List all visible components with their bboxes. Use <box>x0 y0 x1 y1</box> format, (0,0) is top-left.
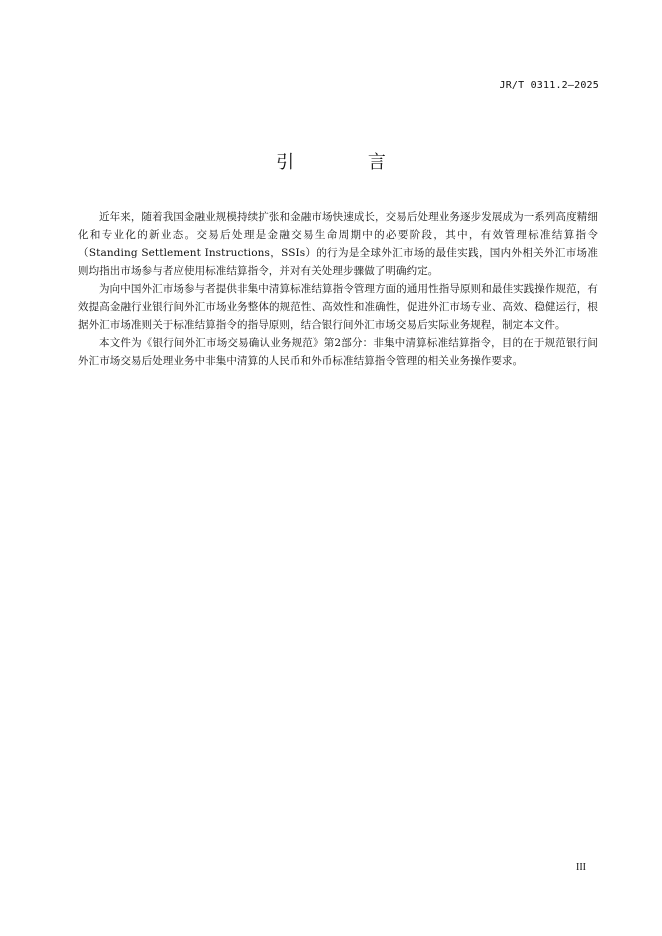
introduction-body <box>78 208 598 370</box>
paragraph-3: 本文件为《银行间外汇市场交易确认业务规范》第2部分：非集中清算标准结算指令，目的在于规范银行间外汇市场交易后处理业务中非集中清算的人民币和外币标准结算指令管理的相关业务操作要求。 <box>78 337 598 367</box>
page-number: III <box>576 862 586 873</box>
standard-number: JR/T 0311.2—2025 <box>499 80 599 91</box>
section-title: 引 言 <box>276 152 420 173</box>
paragraph-2: 为向中国外汇市场参与者提供非集中清算标准结算指令管理方面的通用性指导原则和最佳实践操作规范，有效提高金融行业银行间外汇市场业务整体的规范性、高效性和准确性，促进外汇市场专业、高效、稳健运行，根据外汇市场准则关于标准结算指令的指导原则，结合银行间外汇市场交易后实际业务规程，制定本文件。 <box>78 283 598 331</box>
paragraph-1: 近年来，随着我国金融业规模持续扩张和金融市场快速成长，交易后处理业务逐步发展成为一系列高度精细化和专业化的新业态。交易后处理是金融交易生命周期中的必要阶段，其中，有效管理标准结算指令（Standing Settlement Instructions，SSIs）的行为是全球外汇市场的最佳实践，国内外相关外汇市场准则均指出市场参与者应使用标准结算指令，并对有关处理步骤做了明确约定。 <box>78 211 598 277</box>
